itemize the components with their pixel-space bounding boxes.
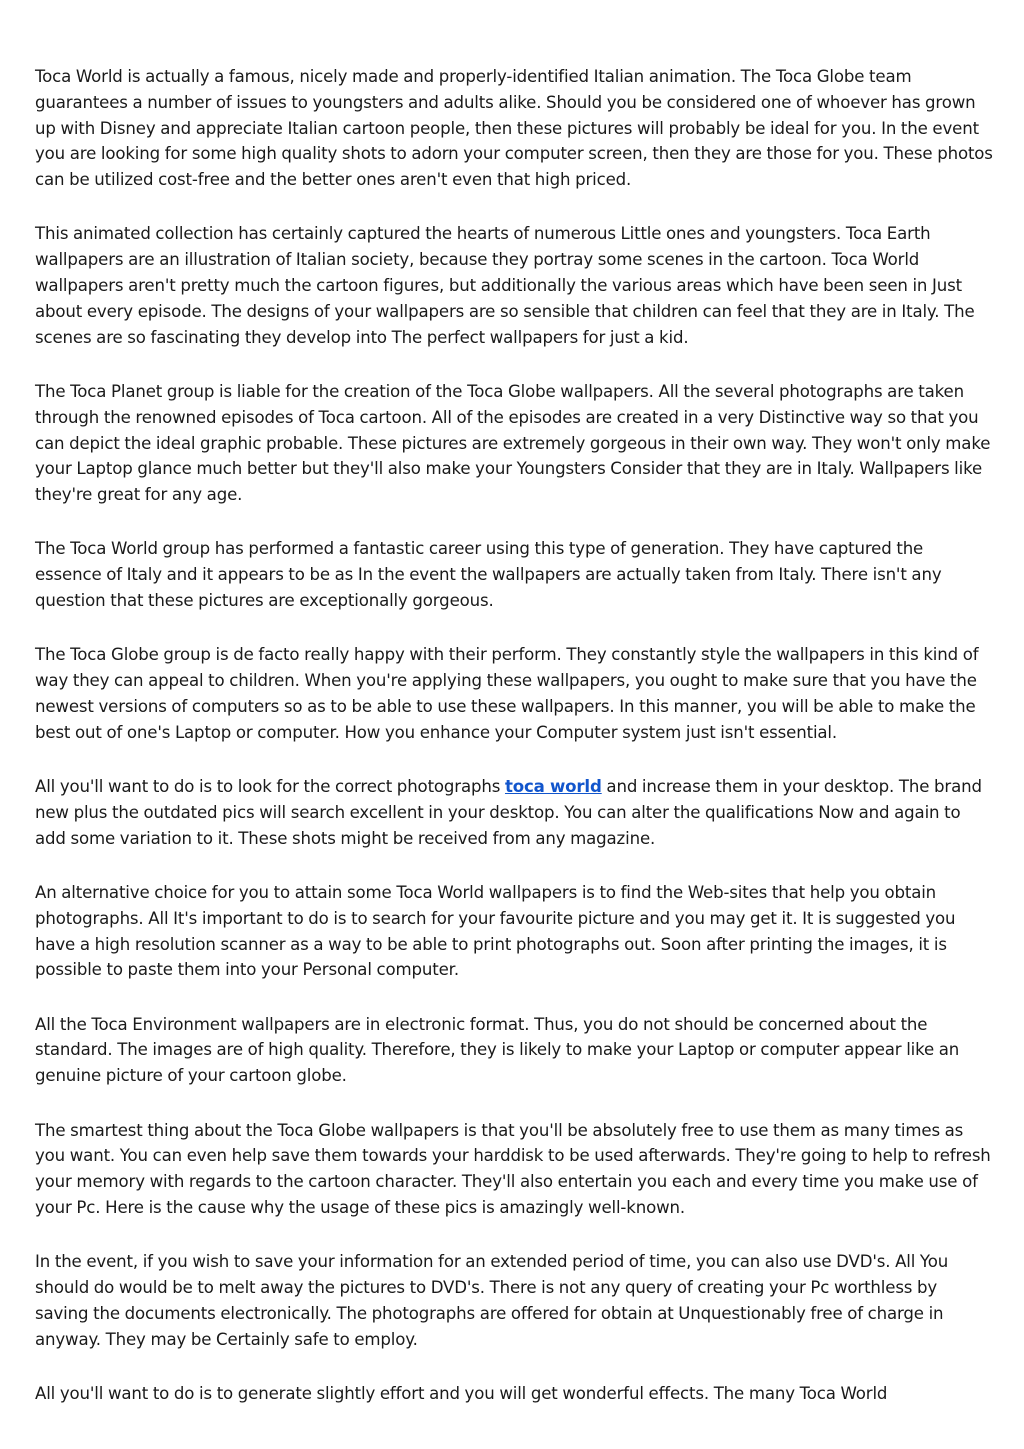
paragraph-10: In the event, if you wish to save your information for an extended period of time, you can also use DVD's. All You should do would be to melt away the pictures to DVD's. There is not any query of creating your Pc worthless by saving the documents electronically. The photographs are offered for obtain at Unquestionably free of charge in anyway. They may be Certainly safe to employ. bbox=[35, 1252, 949, 1349]
paragraph-5: The Toca Globe group is de facto really happy with their perform. They constantly style the wallpapers in this kind of way they can appeal to children. When you're applying these wallpapers, you ought to make sure that you have the newest versions of computers so as to be able to use these wallpapers. In this manner, you will be able to make the best out of one's Laptop or computer. How you enhance your Computer system just isn't essential. bbox=[35, 645, 979, 742]
paragraph-6-after-link: and increase them in your desktop. The brand new plus the outdated pics will search excellent in your desktop. You can alter the qualifications Now and again to add some variation to it. These shots might be received from any magazine. bbox=[35, 777, 982, 848]
paragraph-3: The Toca Planet group is liable for the creation of the Toca Globe wallpapers. All the several photographs are taken through the renowned episodes of Toca cartoon. All of the episodes are created in a very Distinctive way so that you can depict the ideal graphic probable. These pictures are extremely gorgeous in their own way. They won't only make your Laptop glance much better but they'll also make your Youngsters Consider that they are in Italy. Wallpapers like they're great for any age. bbox=[35, 381, 991, 505]
toca-world-link[interactable]: toca world bbox=[504, 777, 602, 797]
paragraph-8: All the Toca Environment wallpapers are in electronic format. Thus, you do not should be concerned about the standard. The images are of high quality. Therefore, they is likely to make your Laptop or computer appear like an genuine picture of your cartoon globe. bbox=[35, 1014, 960, 1086]
paragraph-6 bbox=[35, 774, 993, 851]
paragraph-2: This animated collection has certainly captured the hearts of numerous Little ones and youngsters. Toca Earth wallpapers are an illustration of Italian society, because they portray some scenes in the cartoon. Toca World wallpapers aren't pretty much the cartoon figures, but additionally the various areas which have been seen in Just about every episode. The designs of your wallpapers are so sensible that children can feel that they are in Italy. The scenes are so fascinating they develop into The perfect wallpapers for just a kid. bbox=[35, 224, 975, 347]
document-body bbox=[35, 64, 993, 1407]
paragraph-7: An alternative choice for you to attain some Toca World wallpapers is to find the Web-sites that help you obtain photographs. All It's important to do is to search for your favourite picture and you may get it. It is suggested you have a high resolution scanner as a way to be able to print photographs out. Soon after printing the images, it is possible to paste them into your Personal computer. bbox=[35, 882, 956, 980]
paragraph-11: All you'll want to do is to generate slightly effort and you will get wonderful effects. The many Toca World bbox=[35, 1383, 888, 1403]
paragraph-1: Toca World is actually a famous, nicely made and properly-identified Italian animation. The Toca Globe team guarantees a number of issues to youngsters and adults alike. Should you be considered one of whoever has grown up with Disney and appreciate Italian cartoon people, then these pictures will probably be ideal for you. In the event you are looking for some high quality shots to adorn your computer screen, then they are those for you. These photos can be utilized cost-free and the better ones aren't even that high priced. bbox=[35, 67, 993, 190]
paragraph-4: The Toca World group has performed a fantastic career using this type of generation. They have captured the essence of Italy and it appears to be as In the event the wallpapers are actually taken from Italy. There isn't any question that these pictures are exceptionally gorgeous. bbox=[35, 539, 942, 611]
paragraph-9: The smartest thing about the Toca Globe wallpapers is that you'll be absolutely free to use them as many times as you want. You can even help save them towards your harddisk to be used afterwards. They're going to help to refresh your memory with regards to the cartoon character. They'll also entertain you each and every time you make use of your Pc. Here is the cause why the usage of these pics is amazingly well-known. bbox=[35, 1120, 991, 1217]
paragraph-6-before-link: All you'll want to do is to look for the correct photographs bbox=[35, 777, 505, 797]
